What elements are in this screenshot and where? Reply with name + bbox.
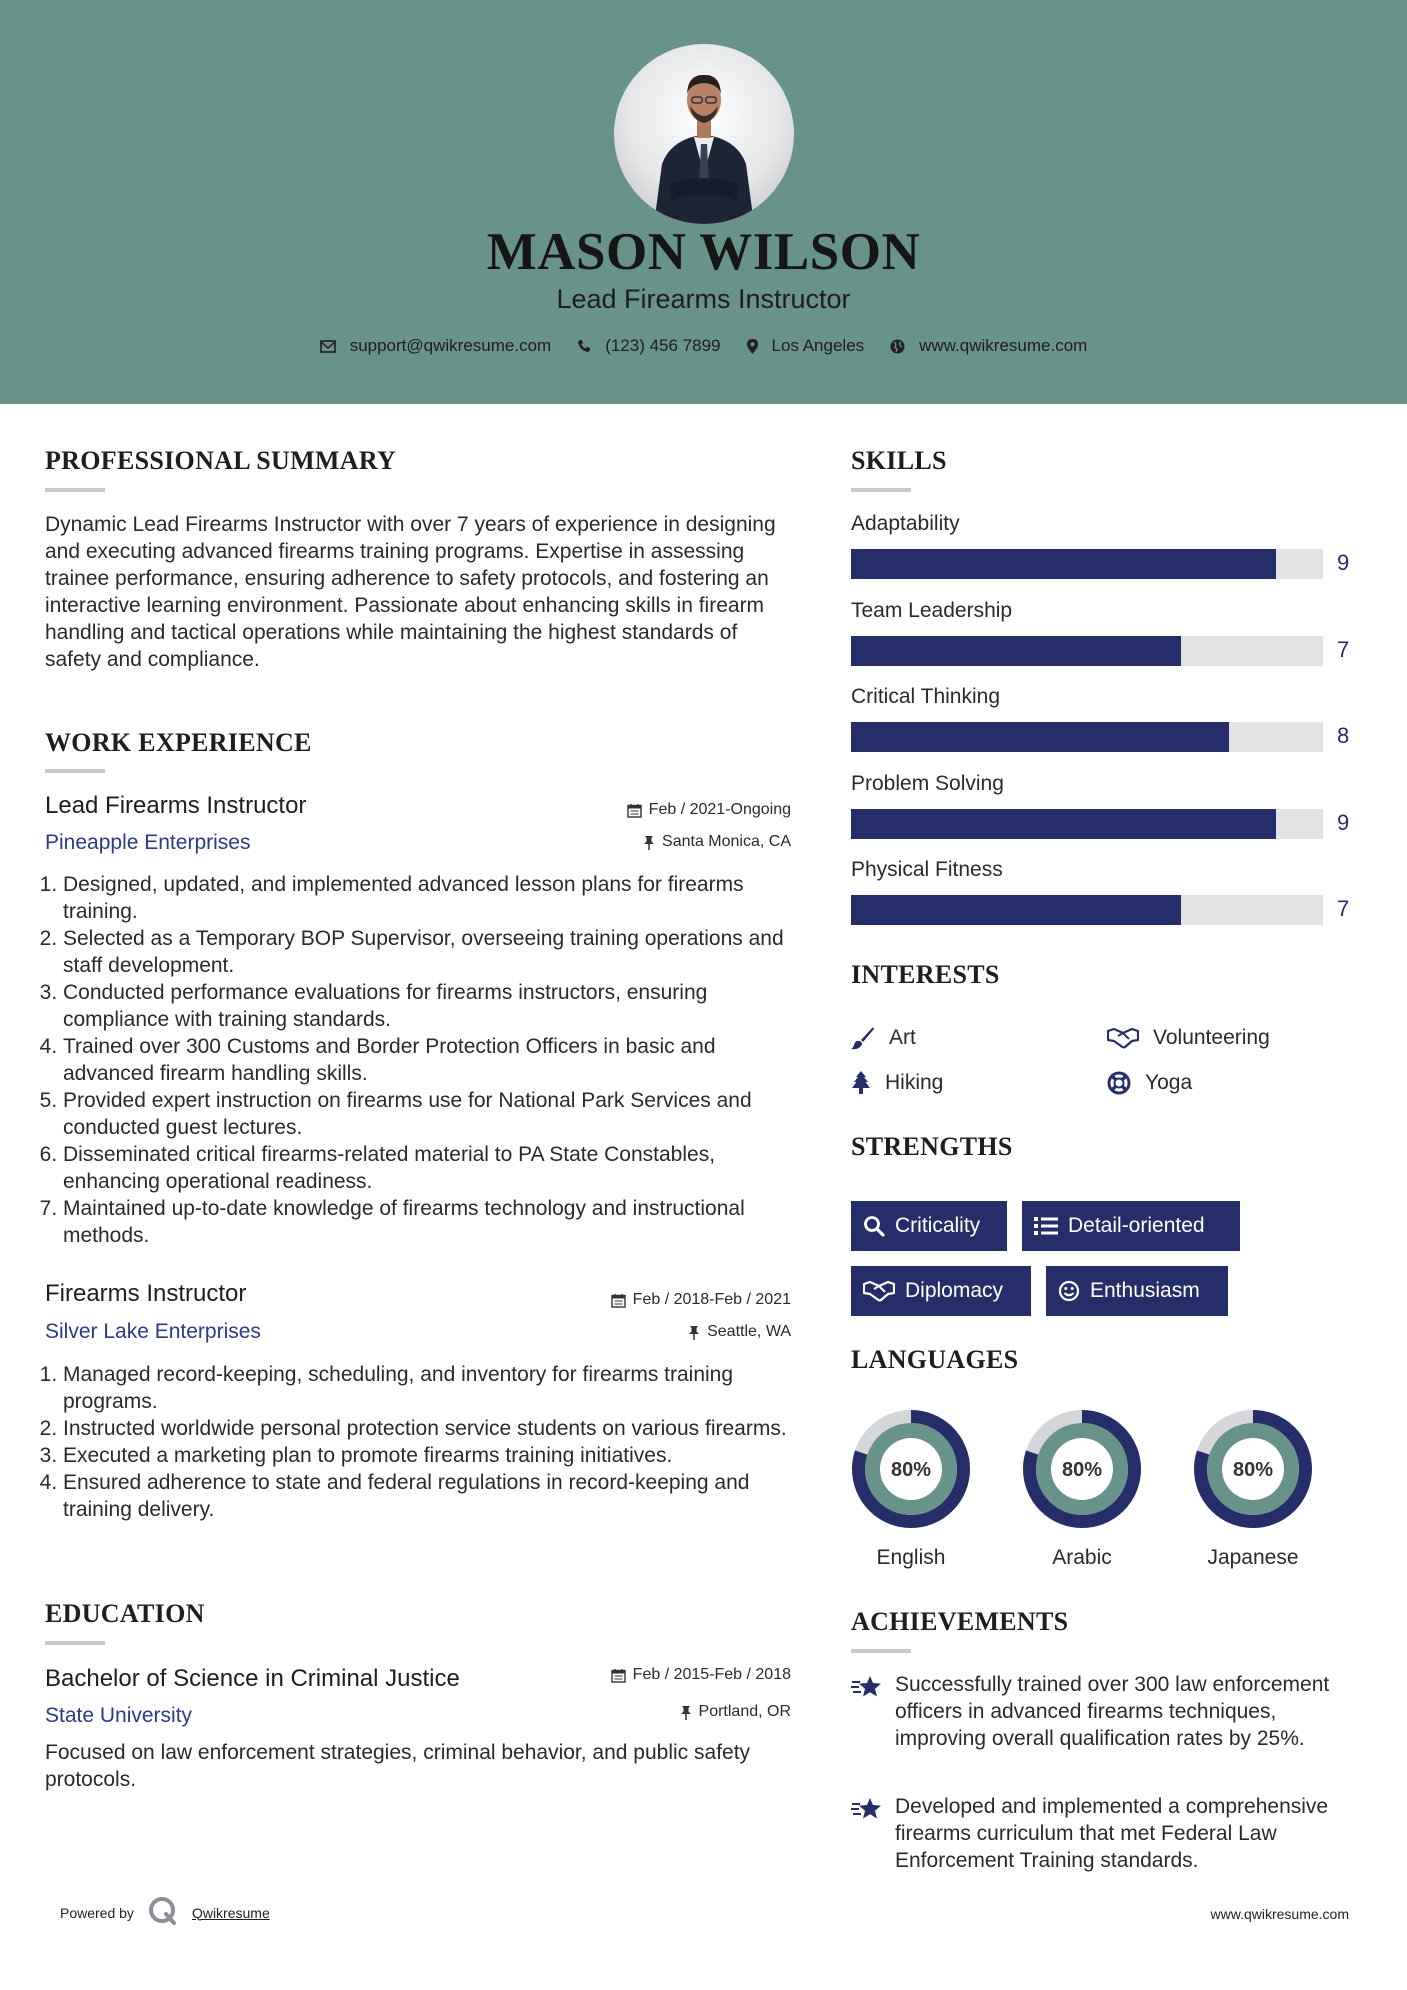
contact-website[interactable]	[890, 336, 1087, 356]
job-location	[491, 833, 791, 851]
globe-icon	[890, 339, 905, 354]
skills-heading: SKILLS	[851, 446, 947, 475]
language-percent: 80%	[1232, 1459, 1274, 1481]
degree-title: Bachelor of Science in Criminal Justice	[45, 1665, 460, 1692]
strength-criticality	[851, 1201, 1007, 1251]
education-rule	[45, 1641, 105, 1645]
job-location	[491, 1323, 791, 1341]
qwikresume-logo-icon	[148, 1896, 178, 1929]
strength-label: Diplomacy	[905, 1279, 1004, 1302]
duty-item: 4. Trained over 300 Customs and Border Protection Officers in basic and advanced firearm handling skills.	[63, 1033, 808, 1087]
interest-art	[851, 1026, 916, 1050]
interest-label: Yoga	[1145, 1071, 1193, 1094]
experience-rule	[45, 769, 105, 773]
skill-bar-track	[851, 722, 1323, 752]
summary-rule	[45, 488, 105, 492]
summary-heading: PROFESSIONAL SUMMARY	[45, 446, 397, 475]
resume-header	[0, 0, 1407, 404]
duty-item: 2. Instructed worldwide personal protection service students on various firearms.	[63, 1415, 808, 1442]
interests-heading: INTERESTS	[851, 960, 1000, 989]
duty-item: 4. Ensured adherence to state and federal regulations in record-keeping and training delivery.	[63, 1469, 808, 1523]
skill-label: Physical Fitness	[851, 858, 1003, 881]
language-donut	[849, 1407, 973, 1531]
duty-item: 3. Conducted performance evaluations for firearms instructors, ensuring compliance with training standards.	[63, 979, 808, 1033]
skill-bar-fill	[851, 895, 1181, 925]
star-badge-icon	[851, 1673, 883, 1701]
language-item	[849, 1407, 973, 1570]
language-item	[1020, 1407, 1144, 1570]
star-badge-icon	[851, 1795, 883, 1823]
duty-item: 2. Selected as a Temporary BOP Supervisor, overseeing training operations and staff development.	[63, 925, 808, 979]
skill-bar-track	[851, 809, 1323, 839]
achievements-rule	[851, 1649, 911, 1653]
job-location-text: Seattle, WA	[707, 1323, 791, 1340]
job-location-text: Santa Monica, CA	[662, 833, 791, 850]
achievement-text: Developed and implemented a comprehensive firearms curriculum that met Federal Law Enforcement Training standards.	[895, 1795, 1329, 1872]
duty-item: 1. Designed, updated, and implemented advanced lesson plans for firearms training.	[63, 871, 808, 925]
skill-level-number: 9	[1337, 550, 1350, 575]
duty-item: 5. Provided expert instruction on firearms use for National Park Services and conducted guest lectures.	[63, 1087, 808, 1141]
language-percent: 80%	[890, 1459, 932, 1481]
skill-label: Team Leadership	[851, 598, 1013, 622]
skill-bar-fill	[851, 636, 1181, 666]
skill-bar-fill	[851, 722, 1229, 752]
duty-item: 3. Executed a marketing plan to promote firearms training initiatives.	[63, 1442, 808, 1469]
skill-level-number: 7	[1337, 896, 1350, 921]
education-location	[491, 1703, 791, 1721]
skill-bar-fill	[851, 809, 1276, 839]
location-pin-icon	[747, 339, 758, 354]
skill-bar-fill	[851, 549, 1276, 579]
list-icon	[1034, 1216, 1058, 1236]
smile-icon	[1058, 1280, 1080, 1302]
pushpin-icon	[688, 1325, 700, 1340]
contact-email-text: support@qwikresume.com	[349, 336, 552, 355]
footer-url[interactable]: www.qwikresume.com	[1210, 1906, 1349, 1922]
envelope-icon	[320, 340, 336, 353]
calendar-icon	[611, 1668, 626, 1683]
job-dates	[491, 1291, 791, 1309]
job-duties-list	[45, 1361, 808, 1523]
job-title: Firearms Instructor	[45, 1280, 247, 1307]
strength-detail-oriented	[1022, 1201, 1240, 1251]
contact-location	[747, 336, 865, 356]
profile-photo	[614, 44, 794, 224]
job-dates	[491, 801, 791, 819]
language-percent: 80%	[1061, 1459, 1103, 1481]
duty-item: 6. Disseminated critical firearms-related material to PA State Constables, enhancing operational readiness.	[63, 1141, 808, 1195]
language-name: Japanese	[1207, 1546, 1299, 1569]
skill-label: Problem Solving	[851, 771, 1004, 795]
job-title: Lead Firearms Instructor	[45, 792, 307, 819]
strength-label: Detail-oriented	[1068, 1214, 1205, 1237]
handshake-icon	[863, 1280, 895, 1302]
summary-text: Dynamic Lead Firearms Instructor with over 7 years of experience in designing and executing advanced firearms training programs. Expertise in assessing trainee performance, ensuring adherence to safety protocols, and fostering an interactive learning environment. Passionate about enhancing skills in firearm handling and tactical operations while maintaining the highest standards of safety and compliance.	[45, 513, 776, 671]
interest-label: Art	[889, 1026, 916, 1049]
languages-heading: LANGUAGES	[851, 1345, 1019, 1374]
language-donut	[1191, 1407, 1315, 1531]
education-dates-text: Feb / 2015-Feb / 2018	[632, 1666, 791, 1683]
candidate-title: Lead Firearms Instructor	[556, 284, 851, 314]
pushpin-icon	[680, 1705, 692, 1720]
skills-rule	[851, 488, 911, 492]
paintbrush-icon	[851, 1026, 875, 1050]
job-duties-list	[45, 871, 808, 1249]
skill-bar-track	[851, 549, 1323, 579]
skill-bar-track	[851, 895, 1323, 925]
achievements-heading: ACHIEVEMENTS	[851, 1607, 1069, 1636]
skill-level-number: 8	[1337, 723, 1350, 748]
strength-label: Enthusiasm	[1090, 1279, 1200, 1302]
tree-icon	[851, 1071, 871, 1095]
calendar-icon	[611, 1293, 626, 1308]
strength-label: Criticality	[895, 1214, 981, 1237]
phone-icon	[577, 339, 591, 353]
contact-location-text: Los Angeles	[771, 336, 865, 355]
interest-volunteering	[1107, 1026, 1270, 1050]
job-dates-text: Feb / 2018-Feb / 2021	[632, 1291, 791, 1308]
search-icon	[863, 1215, 885, 1237]
experience-heading: WORK EXPERIENCE	[45, 728, 312, 757]
qwikresume-link[interactable]: Qwikresume	[191, 1904, 270, 1921]
school-name: State University	[45, 1704, 193, 1727]
calendar-icon	[627, 803, 642, 818]
candidate-name: MASON WILSON	[486, 223, 921, 281]
pushpin-icon	[643, 835, 655, 850]
skill-level-number: 9	[1337, 809, 1350, 835]
job-dates-text: Feb / 2021-Ongoing	[648, 801, 791, 818]
powered-by-text: Powered by	[60, 1904, 134, 1921]
interest-hiking	[851, 1071, 943, 1095]
contact-bar	[0, 336, 1407, 356]
strength-enthusiasm	[1046, 1266, 1228, 1316]
contact-phone[interactable]	[577, 336, 720, 356]
education-heading: EDUCATION	[45, 1599, 205, 1628]
interest-label: Hiking	[885, 1071, 944, 1094]
duty-item: 7. Maintained up-to-date knowledge of firearms technology and instructional methods.	[63, 1195, 808, 1249]
interest-yoga	[1107, 1071, 1192, 1095]
life-ring-icon	[1107, 1071, 1131, 1095]
skill-label: Adaptability	[851, 512, 960, 535]
footer-powered-by	[60, 1896, 270, 1929]
education-description: Focused on law enforcement strategies, criminal behavior, and public safety protocols.	[45, 1741, 751, 1791]
achievement-item	[851, 1793, 1351, 1874]
handshake-icon	[1107, 1027, 1139, 1049]
education-dates	[491, 1666, 791, 1684]
skill-label: Critical Thinking	[851, 685, 1000, 708]
job-company: Pineapple Enterprises	[45, 831, 251, 854]
duty-item: 1. Managed record-keeping, scheduling, and inventory for firearms training programs.	[63, 1361, 808, 1415]
achievement-item	[851, 1671, 1351, 1752]
language-name: English	[876, 1546, 946, 1569]
achievement-text: Successfully trained over 300 law enforcement officers in advanced firearms techniques, improving overall qualification rates by 25%.	[895, 1673, 1330, 1750]
contact-phone-text: (123) 456 7899	[605, 336, 721, 355]
language-item	[1191, 1407, 1315, 1570]
skill-level-number: 7	[1337, 636, 1350, 662]
strengths-heading: STRENGTHS	[851, 1132, 1013, 1161]
language-donut	[1020, 1407, 1144, 1531]
contact-email[interactable]	[320, 336, 552, 356]
language-name: Arabic	[1052, 1546, 1112, 1569]
strength-diplomacy	[851, 1266, 1031, 1316]
skill-bar-track	[851, 636, 1323, 666]
job-company: Silver Lake Enterprises	[45, 1320, 261, 1343]
interest-label: Volunteering	[1153, 1026, 1270, 1049]
education-location-text: Portland, OR	[698, 1703, 791, 1720]
contact-website-text: www.qwikresume.com	[919, 336, 1088, 355]
